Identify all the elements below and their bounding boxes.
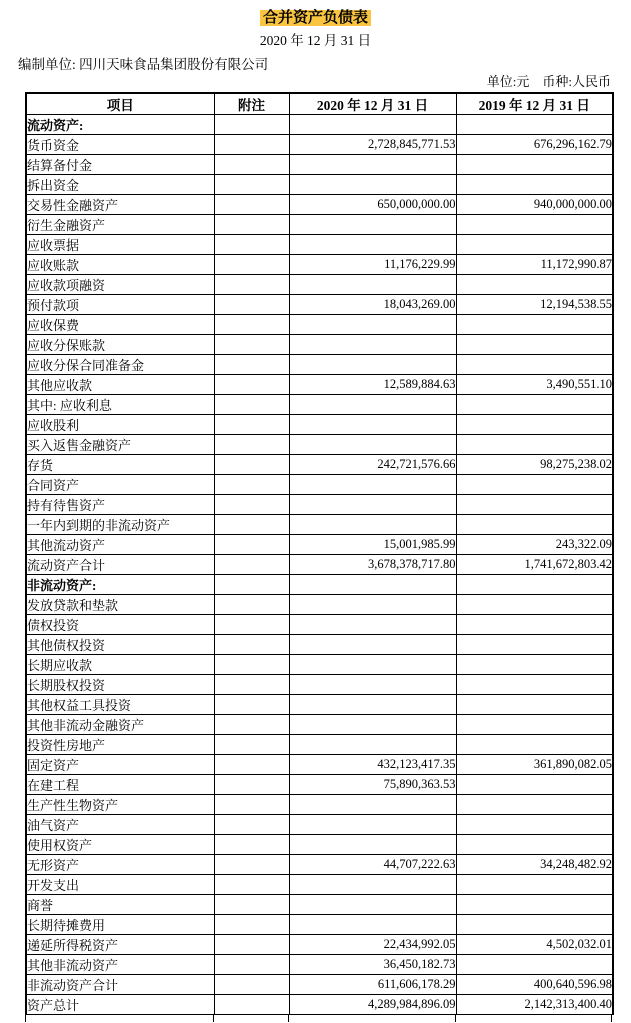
row-value-2019: 12,194,538.55 [456,295,613,315]
row-label: 衍生金融资产 [26,215,214,235]
table-row [26,775,613,795]
row-label: 长期待摊费用 [26,915,214,935]
row-value-2019 [456,495,613,515]
row-value-2019 [456,355,613,375]
row-value-2020 [289,895,456,915]
row-value-2020 [289,795,456,815]
row-value-2020: 44,707,222.63 [289,855,456,875]
row-label: 合同资产 [26,475,214,495]
row-value-2019 [456,475,613,495]
row-value-2019 [456,315,613,335]
row-value-2020 [289,915,456,935]
row-value-2019: 400,640,596.98 [456,975,613,995]
row-label: 拆出资金 [26,175,214,195]
row-label: 资产总计 [26,995,214,1015]
row-value-2020 [289,215,456,235]
row-value-2019: 4,502,032.01 [456,935,613,955]
row-note [214,875,289,895]
row-value-2019: 1,741,672,803.42 [456,555,613,575]
table-row [26,235,613,255]
row-label: 应收分保合同准备金 [26,355,214,375]
table-row [26,215,613,235]
statement-date: 2020 年 12 月 31 日 [259,33,372,48]
row-value-2020 [289,735,456,755]
table-row [26,335,613,355]
table-row [26,415,613,435]
table-row [26,595,613,615]
row-note [214,915,289,935]
row-label: 递延所得税资产 [26,935,214,955]
row-note [214,175,289,195]
table-row [26,755,613,775]
table-row [26,195,613,215]
row-note [214,155,289,175]
row-note [214,435,289,455]
table-row [26,315,613,335]
table-row [26,835,613,855]
row-label: 结算备付金 [26,155,214,175]
row-note [214,575,289,595]
gridline-stub [288,1015,289,1022]
row-note [214,975,289,995]
row-note [214,535,289,555]
row-value-2019 [456,815,613,835]
row-label: 发放贷款和垫款 [26,595,214,615]
row-note [214,215,289,235]
column-header-2019: 2019 年 12 月 31 日 [456,93,613,115]
row-value-2019 [456,795,613,815]
prepared-by-line: 编制单位: 四川天味食品集团股份有限公司 [18,57,269,72]
row-value-2020 [289,435,456,455]
table-row [26,135,613,155]
row-note [214,295,289,315]
row-value-2020 [289,355,456,375]
row-value-2019 [456,575,613,595]
row-note [214,135,289,155]
row-value-2020 [289,115,456,135]
row-value-2019: 940,000,000.00 [456,195,613,215]
gridline-stub [611,1015,612,1022]
row-note [214,635,289,655]
row-label: 应收款项融资 [26,275,214,295]
row-note [214,495,289,515]
table-row [26,815,613,835]
row-value-2019 [456,915,613,935]
gridline-stub [25,1015,26,1022]
row-value-2019: 243,322.09 [456,535,613,555]
row-label: 存货 [26,455,214,475]
row-note [214,455,289,475]
row-value-2019 [456,775,613,795]
table-row [26,895,613,915]
row-note [214,935,289,955]
row-value-2019 [456,875,613,895]
row-value-2020 [289,695,456,715]
row-value-2019: 11,172,990.87 [456,255,613,275]
column-header-item: 项目 [26,93,214,115]
table-row [26,355,613,375]
row-label: 其他非流动资产 [26,955,214,975]
row-label: 固定资产 [26,755,214,775]
table-bottom-gridline-stubs [25,1015,612,1023]
table-row [26,155,613,175]
row-value-2019 [456,595,613,615]
table-row [26,935,613,955]
table-row [26,655,613,675]
row-value-2020: 4,289,984,896.09 [289,995,456,1015]
row-value-2019 [456,835,613,855]
row-note [214,955,289,975]
table-row [26,955,613,975]
row-value-2019 [456,175,613,195]
row-note [214,555,289,575]
row-value-2019: 361,890,082.05 [456,755,613,775]
row-label: 债权投资 [26,615,214,635]
table-row [26,495,613,515]
row-value-2020 [289,235,456,255]
row-value-2019 [456,155,613,175]
row-value-2020 [289,515,456,535]
row-value-2020 [289,315,456,335]
row-value-2019: 3,490,551.10 [456,375,613,395]
row-value-2020 [289,415,456,435]
row-label: 应收保费 [26,315,214,335]
row-note [214,335,289,355]
table-row [26,975,613,995]
row-value-2020 [289,715,456,735]
row-note [214,395,289,415]
gridline-stub [455,1015,456,1022]
row-value-2019: 2,142,313,400.40 [456,995,613,1015]
table-row [26,875,613,895]
row-note [214,615,289,635]
row-label: 交易性金融资产 [26,195,214,215]
row-note [214,315,289,335]
row-value-2019 [456,115,613,135]
row-label: 流动资产合计 [26,555,214,575]
table-row [26,855,613,875]
table-row [26,615,613,635]
row-value-2019 [456,895,613,915]
row-label: 开发支出 [26,875,214,895]
row-note [214,235,289,255]
row-value-2019 [456,515,613,535]
row-label: 一年内到期的非流动资产 [26,515,214,535]
row-value-2020: 18,043,269.00 [289,295,456,315]
row-value-2019 [456,735,613,755]
balance-sheet-table [25,92,614,1015]
row-value-2020: 3,678,378,717.80 [289,555,456,575]
table-row [26,395,613,415]
table-row [26,275,613,295]
row-label: 非流动资产: [26,575,214,595]
row-note [214,475,289,495]
row-value-2020 [289,835,456,855]
row-note [214,735,289,755]
row-value-2020: 22,434,992.05 [289,935,456,955]
row-value-2020: 12,589,884.63 [289,375,456,395]
row-note [214,195,289,215]
row-value-2019 [456,415,613,435]
row-label: 流动资产: [26,115,214,135]
table-row [26,535,613,555]
row-value-2020 [289,275,456,295]
row-value-2019 [456,275,613,295]
row-label: 应收账款 [26,255,214,275]
row-note [214,595,289,615]
row-note [214,835,289,855]
document-title: 合并资产负债表 [260,10,371,26]
row-label: 其他流动资产 [26,535,214,555]
row-value-2020 [289,655,456,675]
table-row [26,295,613,315]
row-value-2020 [289,335,456,355]
table-row [26,915,613,935]
row-value-2019: 676,296,162.79 [456,135,613,155]
row-label: 应收票据 [26,235,214,255]
table-row [26,435,613,455]
row-value-2020: 611,606,178.29 [289,975,456,995]
row-value-2020: 432,123,417.35 [289,755,456,775]
row-note [214,675,289,695]
row-value-2019 [456,395,613,415]
table-row [26,675,613,695]
table-row [26,715,613,735]
row-label: 非流动资产合计 [26,975,214,995]
table-row [26,175,613,195]
row-label: 买入返售金融资产 [26,435,214,455]
row-value-2019 [456,955,613,975]
row-label: 无形资产 [26,855,214,875]
table-row [26,635,613,655]
row-note [214,415,289,435]
column-header-2020: 2020 年 12 月 31 日 [289,93,456,115]
row-value-2020: 242,721,576.66 [289,455,456,475]
row-label: 应收股利 [26,415,214,435]
row-value-2019: 98,275,238.02 [456,455,613,475]
table-row [26,735,613,755]
column-header-note: 附注 [214,93,289,115]
row-label: 其他权益工具投资 [26,695,214,715]
row-note [214,795,289,815]
row-value-2020 [289,615,456,635]
row-note [214,515,289,535]
row-value-2020: 650,000,000.00 [289,195,456,215]
row-label: 应收分保账款 [26,335,214,355]
row-value-2019 [456,655,613,675]
row-label: 生产性生物资产 [26,795,214,815]
row-label: 其他债权投资 [26,635,214,655]
row-value-2019 [456,615,613,635]
row-note [214,115,289,135]
row-value-2020 [289,575,456,595]
table-row [26,575,613,595]
document-title-line [0,9,631,28]
table-row [26,455,613,475]
row-value-2020 [289,595,456,615]
row-note [214,995,289,1015]
table-header-row [26,93,613,115]
row-value-2019 [456,335,613,355]
table-row [26,995,613,1015]
row-label: 使用权资产 [26,835,214,855]
row-value-2020: 11,176,229.99 [289,255,456,275]
row-label: 商誉 [26,895,214,915]
row-value-2020 [289,475,456,495]
row-note [214,775,289,795]
row-value-2020 [289,635,456,655]
row-label: 油气资产 [26,815,214,835]
row-note [214,715,289,735]
table-row [26,115,613,135]
row-note [214,755,289,775]
row-value-2019 [456,235,613,255]
row-label: 投资性房地产 [26,735,214,755]
row-label: 其他应收款 [26,375,214,395]
unit-currency-line: 单位:元 币种:人民币 [486,74,611,89]
row-note [214,895,289,915]
table-row [26,375,613,395]
row-label: 长期应收款 [26,655,214,675]
row-value-2020 [289,495,456,515]
table-row [26,555,613,575]
row-label: 货币资金 [26,135,214,155]
row-value-2019 [456,635,613,655]
row-value-2019 [456,215,613,235]
row-value-2020 [289,675,456,695]
row-value-2020 [289,175,456,195]
gridline-stub [213,1015,214,1022]
row-value-2020 [289,155,456,175]
row-note [214,695,289,715]
row-label: 其中: 应收利息 [26,395,214,415]
row-value-2020: 2,728,845,771.53 [289,135,456,155]
row-note [214,815,289,835]
row-value-2019 [456,675,613,695]
row-label: 其他非流动金融资产 [26,715,214,735]
row-value-2020 [289,875,456,895]
row-value-2019 [456,695,613,715]
table-row [26,515,613,535]
table-row [26,255,613,275]
row-label: 长期股权投资 [26,675,214,695]
row-label: 在建工程 [26,775,214,795]
table-row [26,475,613,495]
row-note [214,275,289,295]
row-label: 持有待售资产 [26,495,214,515]
row-note [214,375,289,395]
balance-sheet-page [0,9,631,1013]
row-value-2020 [289,815,456,835]
table-row [26,695,613,715]
row-value-2019 [456,435,613,455]
row-note [214,855,289,875]
row-value-2020: 36,450,182.73 [289,955,456,975]
row-value-2020 [289,395,456,415]
row-note [214,655,289,675]
row-value-2019 [456,715,613,735]
row-label: 预付款项 [26,295,214,315]
row-value-2020: 75,890,363.53 [289,775,456,795]
row-note [214,255,289,275]
row-value-2020: 15,001,985.99 [289,535,456,555]
table-body [26,115,613,1015]
row-note [214,355,289,375]
row-value-2019: 34,248,482.92 [456,855,613,875]
table-row [26,795,613,815]
